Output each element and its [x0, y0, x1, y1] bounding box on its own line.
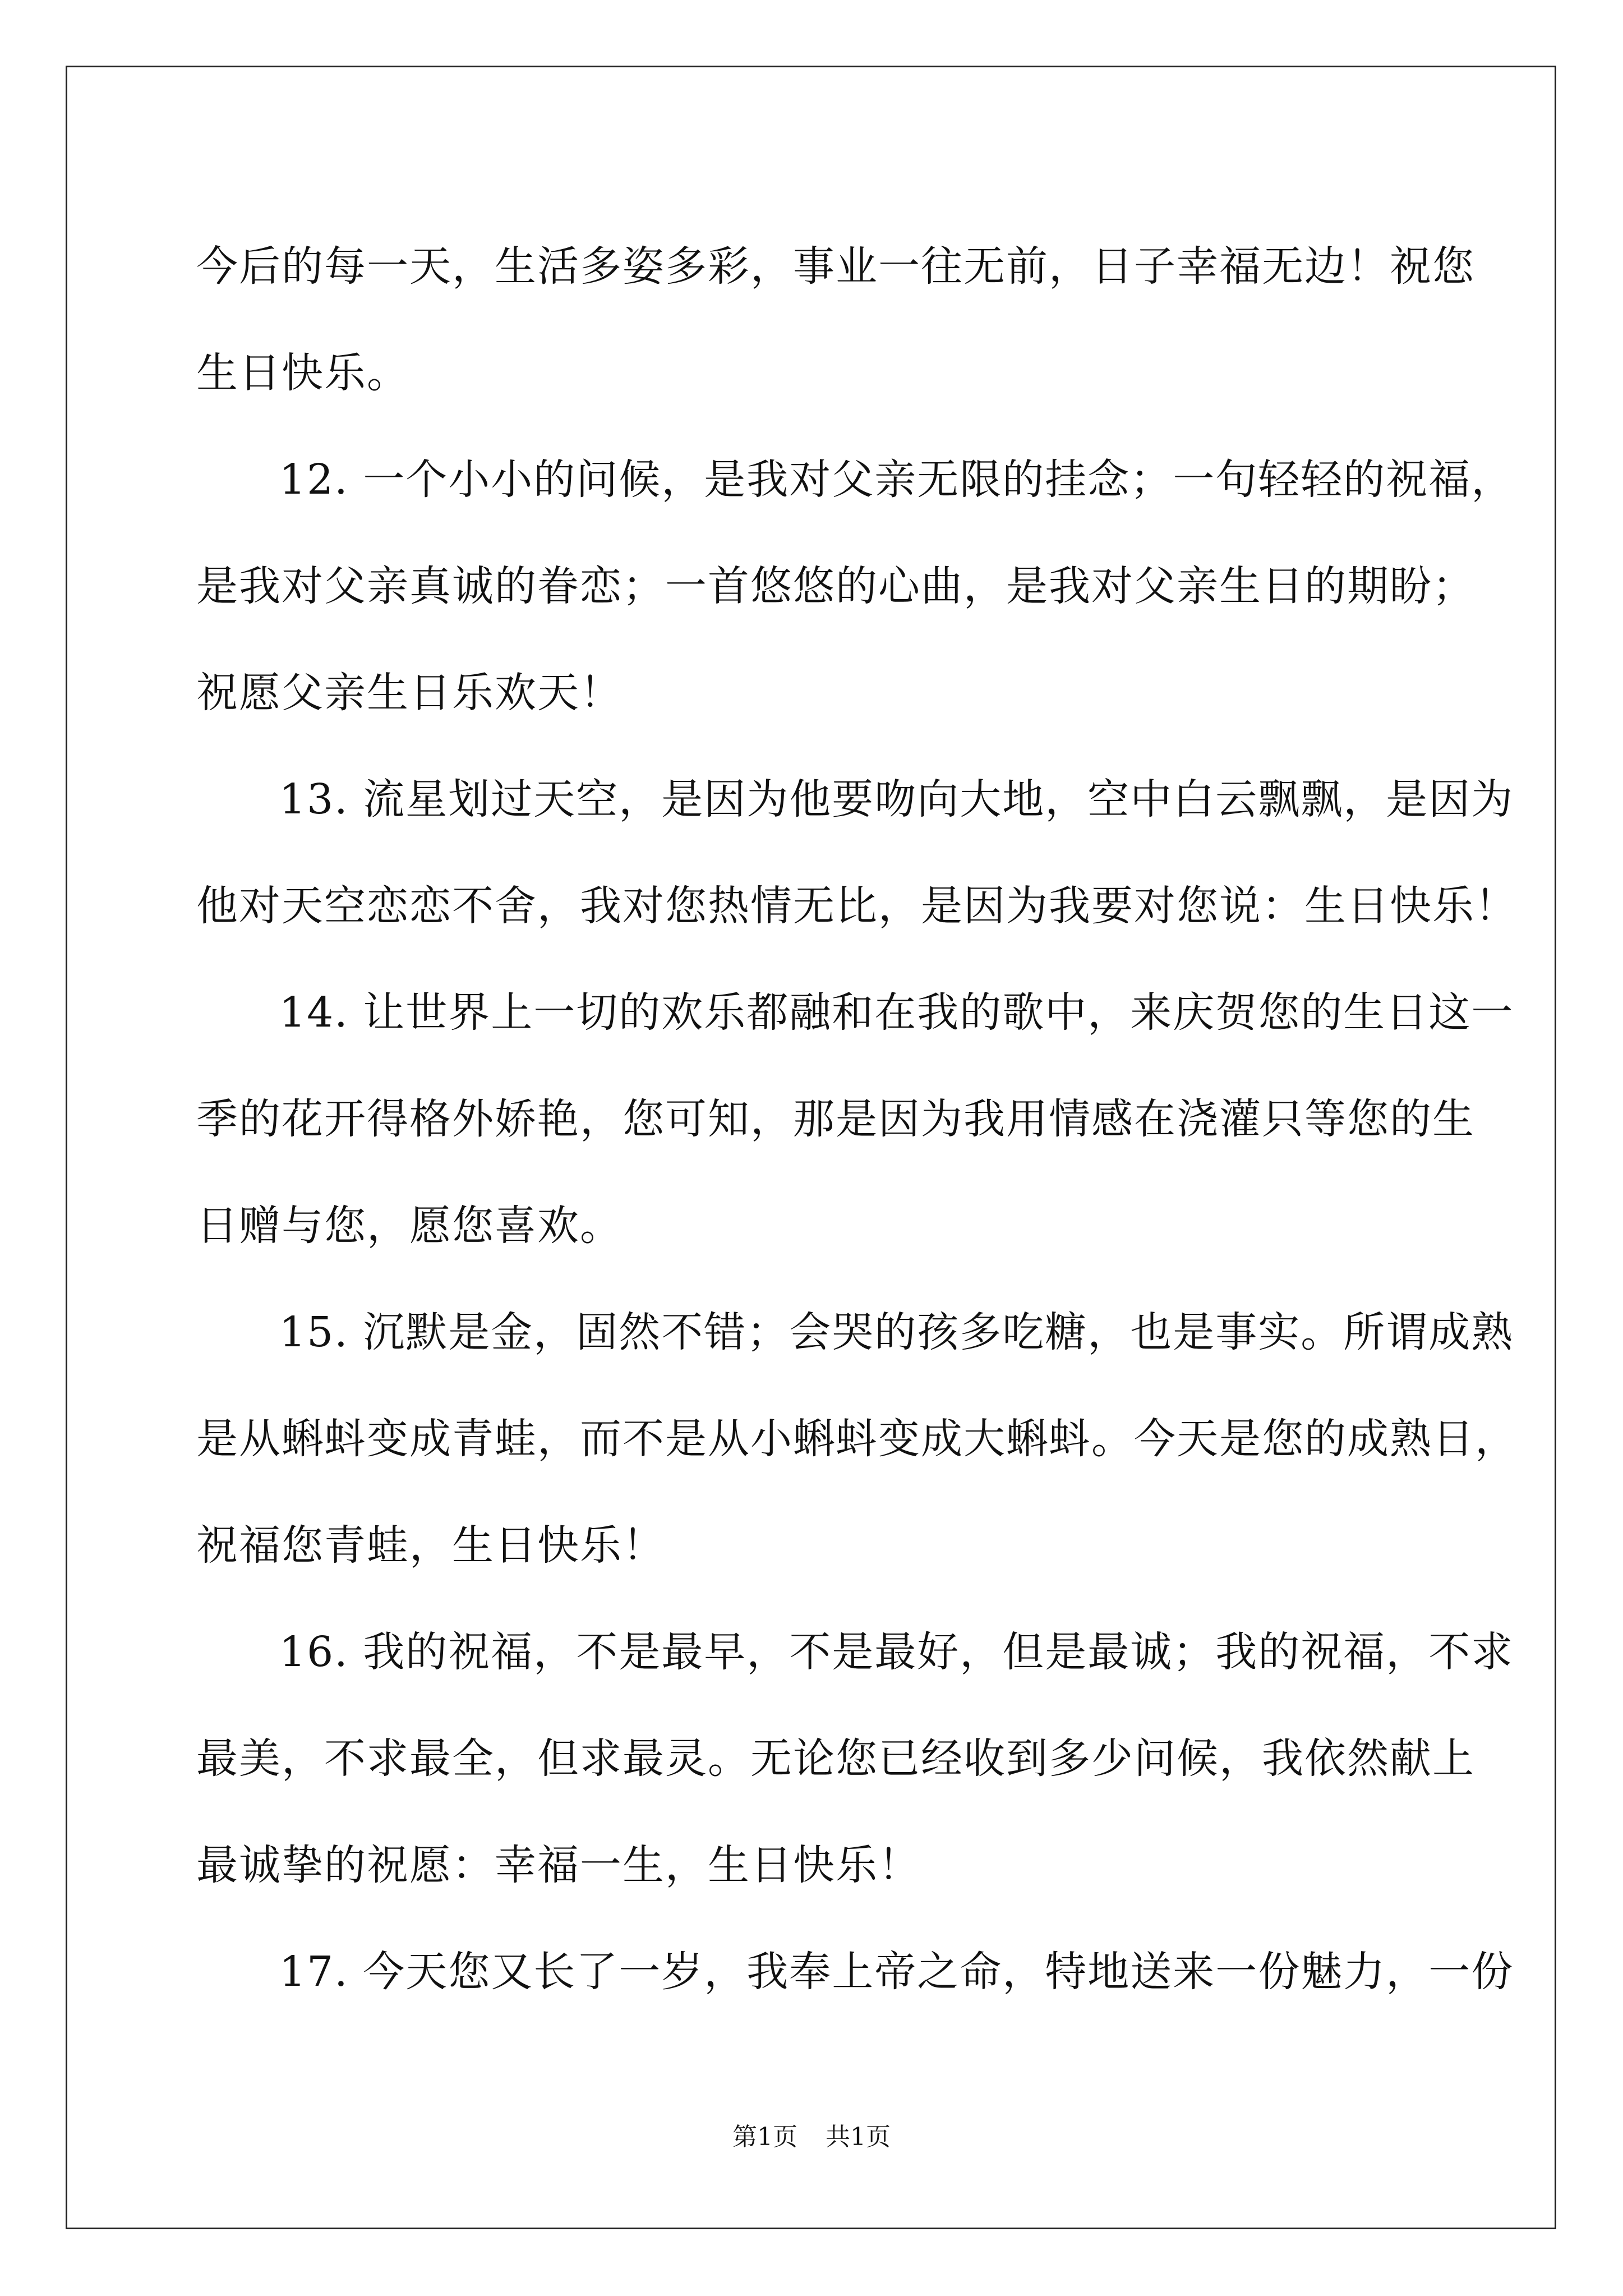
- text-line: 季的花开得格外娇艳，您可知，那是因为我用情感在浇灌只等您的生: [196, 1095, 1475, 1143]
- text-line: 祝愿父亲生日乐欢天！: [196, 669, 623, 717]
- text-line: 日赠与您，愿您喜欢。: [196, 1202, 623, 1250]
- paragraph-15: [196, 1279, 1518, 1599]
- text-line: 最美，不求最全，但求最灵。无论您已经收到多少问候，我依然献上: [196, 1734, 1475, 1783]
- text-line: 14. 让世界上一切的欢乐都融和在我的歌中，来庆贺您的生日这一: [279, 988, 1514, 1037]
- text-line: 15. 沉默是金，固然不错；会哭的孩多吃糖，也是事实。所谓成熟: [279, 1308, 1514, 1356]
- text-line: 最诚挚的祝愿：幸福一生，生日快乐！: [196, 1841, 921, 1889]
- paragraph-continuation: [196, 213, 1475, 426]
- text-line: 他对天空恋恋不舍，我对您热情无比，是因为我要对您说：生日快乐！: [196, 882, 1518, 930]
- text-line: 13. 流星划过天空，是因为他要吻向大地，空中白云飘飘，是因为: [279, 775, 1514, 823]
- text-line: 生日快乐。: [196, 349, 409, 397]
- paragraph-16: [196, 1599, 1514, 1918]
- page-total: 共1页: [826, 2123, 891, 2151]
- text-line: 今后的每一天，生活多姿多彩，事业一往无前，日子幸福无边！祝您: [196, 242, 1475, 291]
- text-line: 是我对父亲真诚的眷恋；一首悠悠的心曲，是我对父亲生日的期盼；: [196, 562, 1475, 610]
- paragraph-14: [196, 959, 1514, 1279]
- paragraph-17: [196, 1918, 1514, 2025]
- text-line: 17. 今天您又长了一岁，我奉上帝之命，特地送来一份魅力，一份: [279, 1948, 1514, 1996]
- page-footer: [0, 2120, 1623, 2154]
- text-line: 是从蝌蚪变成青蛙，而不是从小蝌蚪变成大蝌蚪。今天是您的成熟日，: [196, 1415, 1518, 1463]
- paragraph-13: [196, 746, 1518, 959]
- page-number: 第1页: [732, 2123, 797, 2151]
- text-line: 祝福您青蛙，生日快乐！: [196, 1521, 665, 1570]
- text-line: 12. 一个小小的问候，是我对父亲无限的挂念；一句轻轻的祝福，: [279, 455, 1514, 504]
- document-body: [196, 213, 1518, 2025]
- paragraph-12: [196, 426, 1514, 746]
- text-line: 16. 我的祝福，不是最早，不是最好，但是最诚；我的祝福，不求: [279, 1628, 1514, 1676]
